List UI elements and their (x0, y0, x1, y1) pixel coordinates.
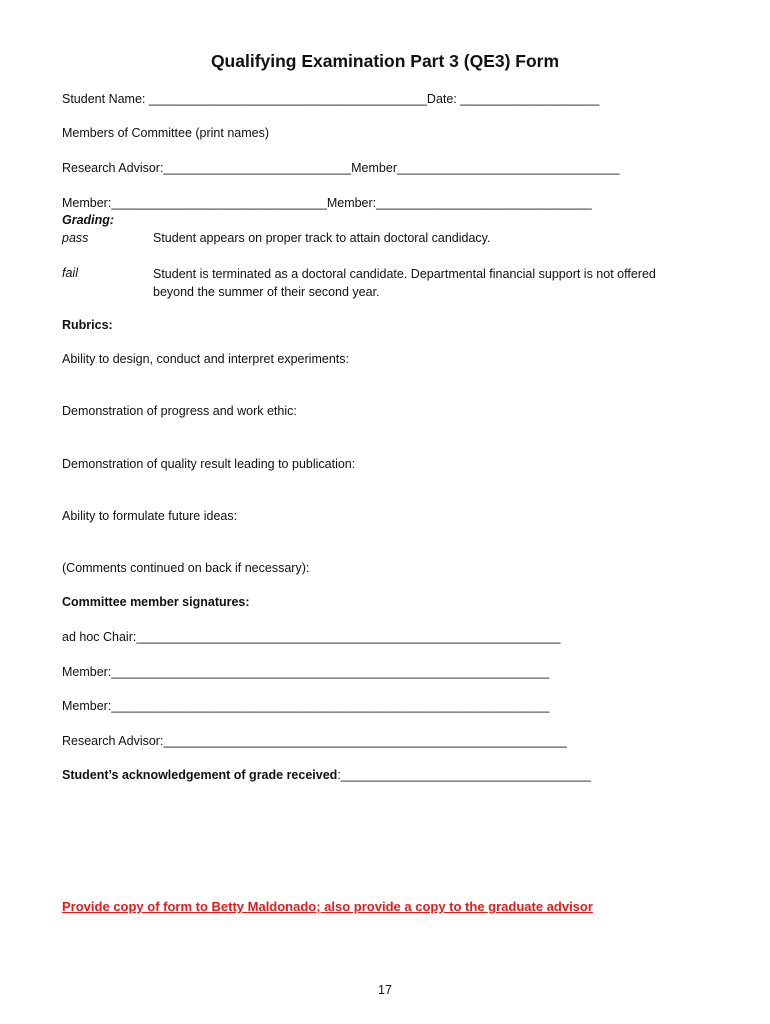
comments-note: (Comments continued on back if necessary): (62, 561, 310, 575)
grade-pass-description: Student appears on proper track to attain doctoral candidacy. (153, 231, 491, 245)
member-signature-line: Member:_______________________________________________________________ (62, 665, 550, 679)
student-acknowledgement-line (62, 767, 591, 783)
member-signature-line: Member:_______________________________________________________________ (62, 699, 550, 713)
chair-signature-line: ad hoc Chair:_____________________________________________________________ (62, 630, 561, 644)
distribution-note: Provide copy of form to Betty Maldonado; also provide a copy to the graduate advisor (62, 899, 593, 914)
committee-members-heading: Members of Committee (print names) (62, 126, 270, 140)
grade-pass-term: pass (62, 231, 89, 245)
advisor-member-line: Research Advisor:___________________________Member________________________________ (62, 161, 620, 175)
rubric-item: Demonstration of quality result leading to publication: (62, 457, 356, 471)
grade-fail-description: Student is terminated as a doctoral candidate. Departmental financial support is not offered beyond the summer of their second year. (153, 267, 656, 299)
rubric-item: Ability to formulate future ideas: (62, 509, 238, 523)
member-member-line: Member:_______________________________Member:_______________________________ (62, 196, 592, 210)
advisor-signature-line: Research Advisor:__________________________________________________________ (62, 734, 567, 748)
page-title: Qualifying Examination Part 3 (QE3) Form (210, 51, 560, 71)
signatures-label: Committee member signatures: (62, 595, 250, 609)
rubrics-label: Rubrics: (62, 318, 113, 332)
rubric-item: Ability to design, conduct and interpret experiments: (62, 352, 349, 366)
student-name-date-line: Student Name: ________________________________________Date: ____________________ (62, 92, 600, 106)
acknowledgement-label: Student’s acknowledgement of grade received (62, 768, 338, 782)
acknowledgement-blank: :____________________________________ (337, 768, 592, 782)
grading-label: Grading: (62, 213, 115, 227)
rubric-item: Demonstration of progress and work ethic: (62, 404, 297, 418)
page-number: 17 (378, 983, 392, 997)
grade-fail-term: fail (62, 266, 78, 280)
